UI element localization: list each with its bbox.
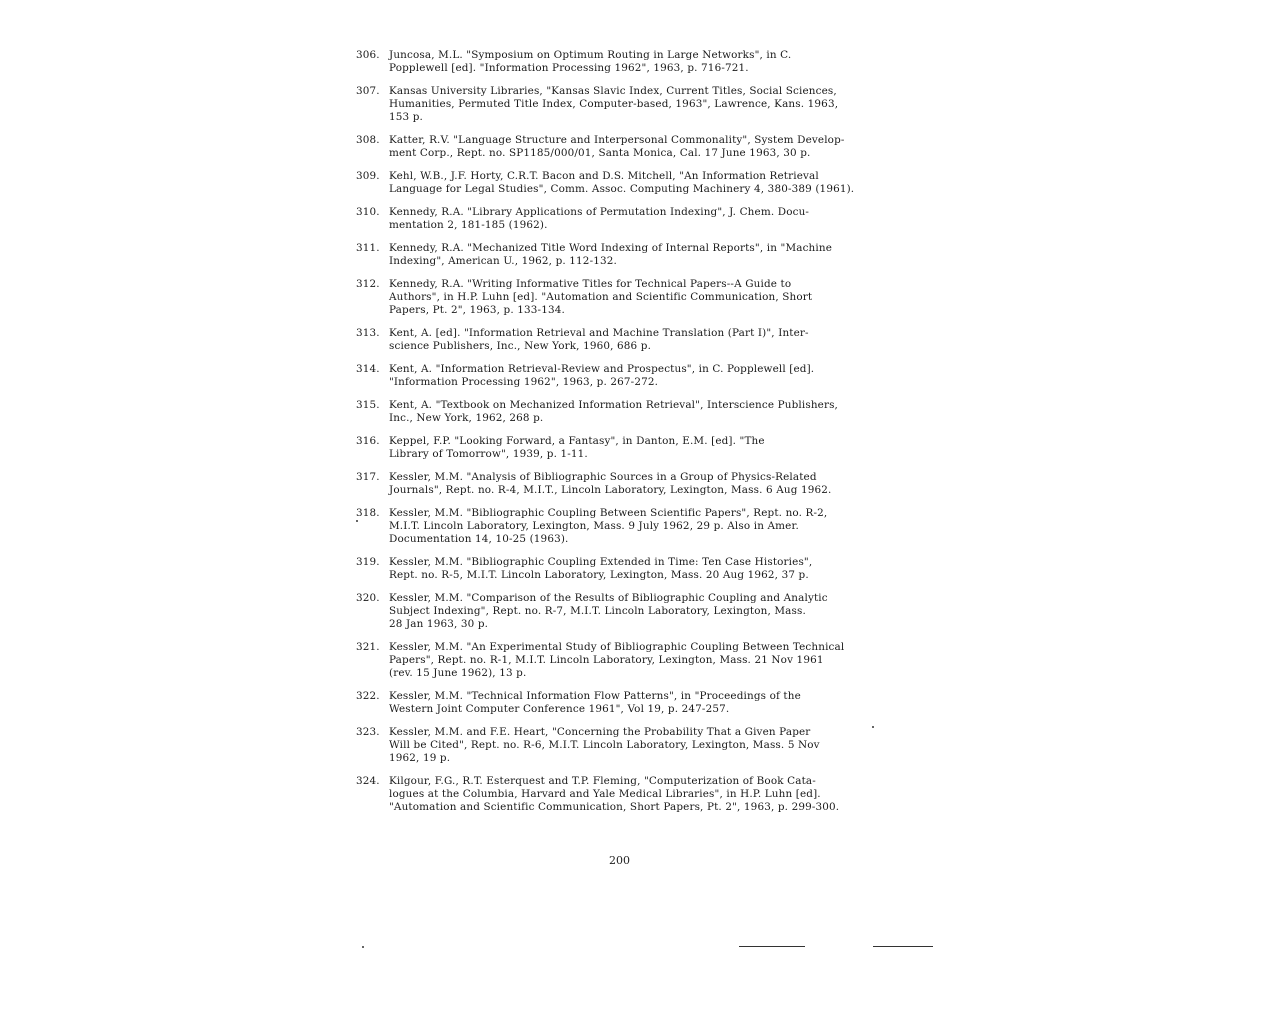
reference-number: 318. bbox=[356, 507, 380, 519]
reference-line: mentation 2, 181-185 (1962). bbox=[389, 219, 548, 231]
reference-line: Kessler, M.M. "Analysis of Bibliographic Sources in a Group of Physics-Related bbox=[389, 471, 817, 483]
reference-text bbox=[389, 85, 892, 124]
reference-line: Kessler, M.M. "Bibliographic Coupling Between Scientific Papers", Rept. no. R-2, bbox=[389, 507, 828, 519]
reference-entry bbox=[352, 641, 892, 680]
reference-line: Authors", in H.P. Luhn [ed]. "Automation and Scientific Communication, Short bbox=[389, 291, 813, 303]
reference-entry bbox=[352, 690, 892, 716]
reference-entry bbox=[352, 775, 892, 814]
reference-line: Kehl, W.B., J.F. Horty, C.R.T. Bacon and D.S. Mitchell, "An Information Retrieval bbox=[389, 170, 819, 182]
reference-entry bbox=[352, 435, 892, 461]
page-number: 200 bbox=[609, 854, 630, 867]
scan-speck bbox=[362, 946, 364, 948]
reference-number: 319. bbox=[356, 556, 380, 568]
reference-line: Kent, A. "Information Retrieval-Review and Prospectus", in C. Popplewell [ed]. bbox=[389, 363, 815, 375]
reference-number: 306. bbox=[356, 49, 380, 61]
reference-text bbox=[389, 327, 892, 353]
reference-entry bbox=[352, 242, 892, 268]
reference-text bbox=[389, 726, 892, 765]
reference-line: Kennedy, R.A. "Library Applications of Permutation Indexing", J. Chem. Docu- bbox=[389, 206, 810, 218]
reference-line: Kansas University Libraries, "Kansas Slavic Index, Current Titles, Social Sciences, bbox=[389, 85, 837, 97]
reference-line: (rev. 15 June 1962), 13 p. bbox=[389, 667, 527, 679]
reference-line: Popplewell [ed]. "Information Processing 1962", 1963, p. 716-721. bbox=[389, 62, 749, 74]
reference-line: Kessler, M.M. "An Experimental Study of Bibliographic Coupling Between Technical bbox=[389, 641, 845, 653]
reference-number: 307. bbox=[356, 85, 380, 97]
reference-number: 308. bbox=[356, 134, 380, 146]
reference-line: Katter, R.V. "Language Structure and Interpersonal Commonality", System Develop- bbox=[389, 134, 845, 146]
reference-number: 324. bbox=[356, 775, 380, 787]
reference-entry bbox=[352, 363, 892, 389]
reference-line: 28 Jan 1963, 30 p. bbox=[389, 618, 489, 630]
reference-entry bbox=[352, 592, 892, 631]
reference-number: 315. bbox=[356, 399, 380, 411]
reference-text bbox=[389, 690, 892, 716]
reference-entry bbox=[352, 134, 892, 160]
reference-line: 1962, 19 p. bbox=[389, 752, 451, 764]
reference-entry bbox=[352, 399, 892, 425]
reference-line: logues at the Columbia, Harvard and Yale Medical Libraries", in H.P. Luhn [ed]. bbox=[389, 788, 821, 800]
reference-text bbox=[389, 278, 892, 317]
reference-text bbox=[389, 49, 892, 75]
reference-text bbox=[389, 170, 892, 196]
reference-line: Kennedy, R.A. "Writing Informative Titles for Technical Papers--A Guide to bbox=[389, 278, 792, 290]
reference-entry bbox=[352, 206, 892, 232]
reference-line: Keppel, F.P. "Looking Forward, a Fantasy", in Danton, E.M. [ed]. "The bbox=[389, 435, 765, 447]
reference-text bbox=[389, 592, 892, 631]
reference-number: 311. bbox=[356, 242, 380, 254]
reference-line: science Publishers, Inc., New York, 1960, 686 p. bbox=[389, 340, 652, 352]
reference-text bbox=[389, 471, 892, 497]
reference-line: Kessler, M.M. "Comparison of the Results of Bibliographic Coupling and Analytic bbox=[389, 592, 828, 604]
reference-line: Documentation 14, 10-25 (1963). bbox=[389, 533, 569, 545]
reference-number: 323. bbox=[356, 726, 380, 738]
reference-number: 312. bbox=[356, 278, 380, 290]
reference-text bbox=[389, 399, 892, 425]
reference-entry bbox=[352, 507, 892, 546]
reference-number: 309. bbox=[356, 170, 380, 182]
footer-rule-right bbox=[873, 946, 933, 947]
reference-text bbox=[389, 435, 892, 461]
reference-number: 316. bbox=[356, 435, 380, 447]
reference-line: Kent, A. "Textbook on Mechanized Information Retrieval", Interscience Publishers, bbox=[389, 399, 839, 411]
footer-rule-left bbox=[739, 946, 805, 947]
reference-line: M.I.T. Lincoln Laboratory, Lexington, Mass. 9 July 1962, 29 p. Also in Amer. bbox=[389, 520, 799, 532]
reference-entry bbox=[352, 278, 892, 317]
scan-speck bbox=[872, 726, 874, 728]
bibliography-page bbox=[352, 49, 892, 824]
reference-entry bbox=[352, 556, 892, 582]
reference-entry bbox=[352, 471, 892, 497]
reference-line: Kessler, M.M. and F.E. Heart, "Concerning the Probability That a Given Paper bbox=[389, 726, 811, 738]
reference-entry bbox=[352, 170, 892, 196]
reference-number: 317. bbox=[356, 471, 380, 483]
reference-entry bbox=[352, 49, 892, 75]
reference-line: Papers", Rept. no. R-1, M.I.T. Lincoln Laboratory, Lexington, Mass. 21 Nov 1961 bbox=[389, 654, 824, 666]
reference-text bbox=[389, 641, 892, 680]
reference-line: Papers, Pt. 2", 1963, p. 133-134. bbox=[389, 304, 565, 316]
reference-text bbox=[389, 507, 892, 546]
reference-entry bbox=[352, 726, 892, 765]
reference-line: Library of Tomorrow", 1939, p. 1-11. bbox=[389, 448, 588, 460]
reference-number: 320. bbox=[356, 592, 380, 604]
reference-line: Juncosa, M.L. "Symposium on Optimum Routing in Large Networks", in C. bbox=[389, 49, 792, 61]
reference-entry bbox=[352, 327, 892, 353]
reference-line: Language for Legal Studies", Comm. Assoc. Computing Machinery 4, 380-389 (1961). bbox=[389, 183, 855, 195]
reference-line: Kessler, M.M. "Bibliographic Coupling Extended in Time: Ten Case Histories", bbox=[389, 556, 813, 568]
reference-entry bbox=[352, 85, 892, 124]
reference-line: Kilgour, F.G., R.T. Esterquest and T.P. Fleming, "Computerization of Book Cata- bbox=[389, 775, 816, 787]
reference-text bbox=[389, 134, 892, 160]
reference-text bbox=[389, 363, 892, 389]
scan-speck bbox=[356, 520, 358, 522]
reference-line: "Information Processing 1962", 1963, p. 267-272. bbox=[389, 376, 659, 388]
reference-line: Kennedy, R.A. "Mechanized Title Word Indexing of Internal Reports", in "Machine bbox=[389, 242, 832, 254]
reference-line: "Automation and Scientific Communication, Short Papers, Pt. 2", 1963, p. 299-300. bbox=[389, 801, 840, 813]
reference-number: 310. bbox=[356, 206, 380, 218]
reference-line: Rept. no. R-5, M.I.T. Lincoln Laboratory, Lexington, Mass. 20 Aug 1962, 37 p. bbox=[389, 569, 809, 581]
reference-text bbox=[389, 242, 892, 268]
reference-line: Kessler, M.M. "Technical Information Flow Patterns", in "Proceedings of the bbox=[389, 690, 801, 702]
reference-number: 314. bbox=[356, 363, 380, 375]
reference-line: Subject Indexing", Rept. no. R-7, M.I.T. Lincoln Laboratory, Lexington, Mass. bbox=[389, 605, 806, 617]
reference-number: 313. bbox=[356, 327, 380, 339]
reference-line: Western Joint Computer Conference 1961", Vol 19, p. 247-257. bbox=[389, 703, 730, 715]
reference-line: ment Corp., Rept. no. SP1185/000/01, Santa Monica, Cal. 17 June 1963, 30 p. bbox=[389, 147, 811, 159]
reference-line: Inc., New York, 1962, 268 p. bbox=[389, 412, 544, 424]
reference-line: Indexing", American U., 1962, p. 112-132. bbox=[389, 255, 617, 267]
reference-text bbox=[389, 206, 892, 232]
reference-number: 321. bbox=[356, 641, 380, 653]
reference-line: 153 p. bbox=[389, 111, 423, 123]
reference-text bbox=[389, 775, 892, 814]
reference-number: 322. bbox=[356, 690, 380, 702]
reference-line: Journals", Rept. no. R-4, M.I.T., Lincoln Laboratory, Lexington, Mass. 6 Aug 1962. bbox=[389, 484, 832, 496]
reference-text bbox=[389, 556, 892, 582]
reference-line: Kent, A. [ed]. "Information Retrieval and Machine Translation (Part I)", Inter- bbox=[389, 327, 809, 339]
reference-line: Humanities, Permuted Title Index, Computer-based, 1963", Lawrence, Kans. 1963, bbox=[389, 98, 839, 110]
reference-line: Will be Cited", Rept. no. R-6, M.I.T. Lincoln Laboratory, Lexington, Mass. 5 Nov bbox=[389, 739, 820, 751]
